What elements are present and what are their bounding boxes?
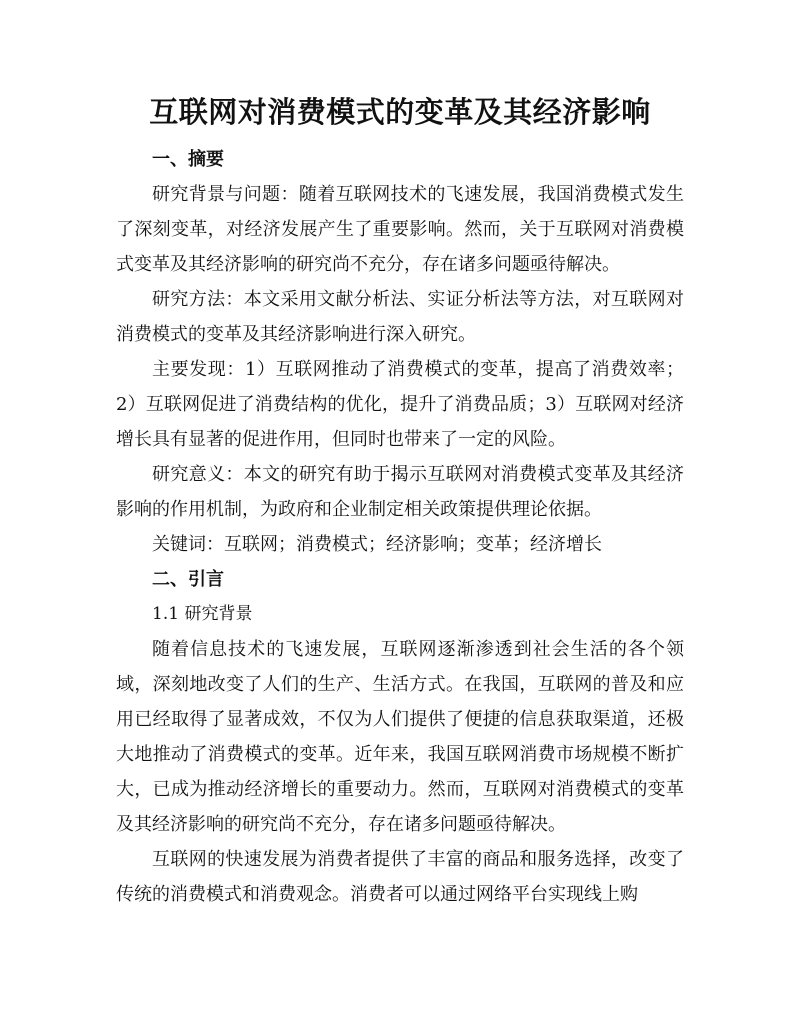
abstract-paragraph-background: 研究背景与问题：随着互联网技术的飞速发展，我国消费模式发生了深刻变革，对经济发展产生了重要影响。然而，关于互联网对消费模式变革及其经济影响的研究尚不充分，存在诸多问题亟待解决。	[116, 184, 684, 275]
section-heading-abstract: 一、摘要	[152, 149, 224, 170]
abstract-paragraph-findings: 主要发现：1）互联网推动了消费模式的变革，提高了消费效率；2）互联网促进了消费结构的优化，提升了消费品质；3）互联网对经济增长具有显著的促进作用，但同时也带来了一定的风险。	[116, 359, 684, 450]
subsection-heading-background: 1.1 研究背景	[152, 604, 253, 624]
abstract-paragraph-significance: 研究意义：本文的研究有助于揭示互联网对消费模式变革及其经济影响的作用机制，为政府和企业制定相关政策提供理论依据。	[116, 464, 684, 520]
section-heading-intro: 二、引言	[152, 569, 224, 590]
abstract-keywords: 关键词：互联网；消费模式；经济影响；变革；经济增长	[152, 534, 602, 555]
intro-paragraph-2: 互联网的快速发展为消费者提供了丰富的商品和服务选择，改变了传统的消费模式和消费观念。消费者可以通过网络平台实现线上购	[116, 849, 684, 905]
intro-paragraph-1: 随着信息技术的飞速发展，互联网逐渐渗透到社会生活的各个领域，深刻地改变了人们的生产、生活方式。在我国，互联网的普及和应用已经取得了显著成效，不仅为人们提供了便捷的信息获取渠道，还极大地推动了消费模式的变革。近年来，我国互联网消费市场规模不断扩大，已成为推动经济增长的重要动力。然而，互联网对消费模式的变革及其经济影响的研究尚不充分，存在诸多问题亟待解决。	[116, 639, 684, 835]
abstract-paragraph-method: 研究方法：本文采用文献分析法、实证分析法等方法，对互联网对消费模式的变革及其经济影响进行深入研究。	[116, 289, 684, 345]
document-title: 互联网对消费模式的变革及其经济影响	[149, 95, 651, 129]
